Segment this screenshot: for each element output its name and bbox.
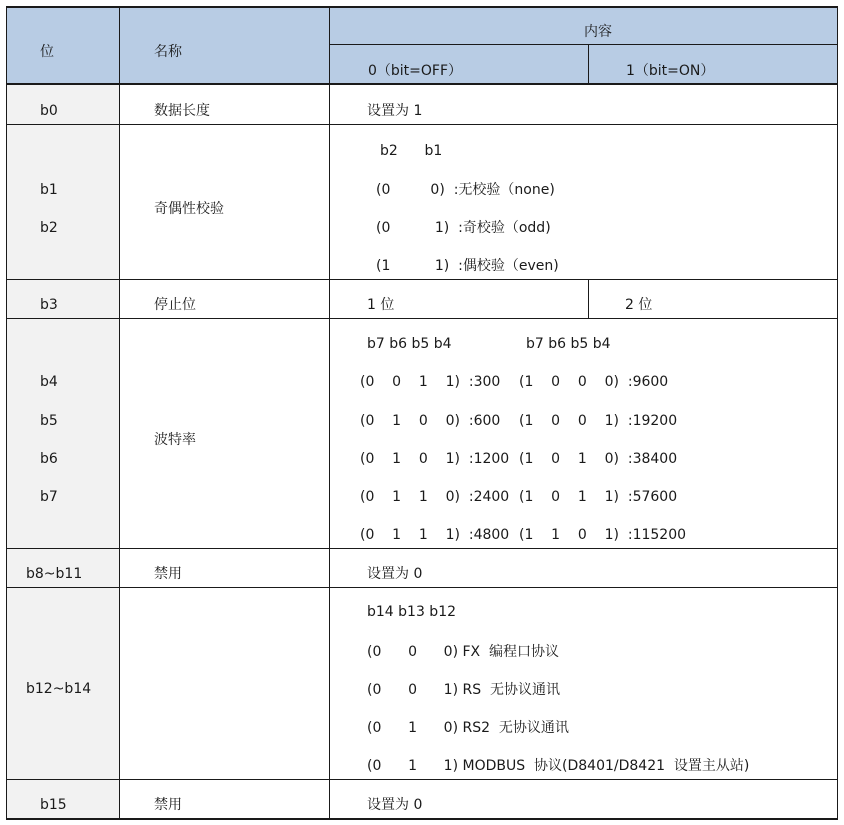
value-disabled-b8-b11: 设置为 0 bbox=[367, 566, 423, 582]
border-row-b0 bbox=[6, 124, 838, 125]
border-header-bottom bbox=[6, 83, 838, 85]
header-content: 内容 bbox=[584, 24, 612, 40]
bit-b7: b7 bbox=[40, 489, 58, 505]
baud-2400: (0 1 1 0) :2400 bbox=[360, 489, 510, 505]
value-data-length: 设置为 1 bbox=[367, 103, 423, 119]
border-row-baud bbox=[6, 548, 838, 549]
border-stop-mid bbox=[588, 279, 589, 319]
name-parity: 奇偶性校验 bbox=[154, 201, 224, 217]
baud-1200: (0 1 0 1) :1200 bbox=[360, 451, 510, 467]
bit-b12-b14: b12~b14 bbox=[26, 681, 92, 697]
baud-9600: (1 0 0 0) :9600 bbox=[519, 374, 669, 390]
header-on: 1（bit=ON） bbox=[626, 63, 715, 79]
baud-19200: (1 0 0 1) :19200 bbox=[519, 413, 678, 429]
protocol-header: b14 b13 b12 bbox=[367, 604, 457, 620]
protocol-rs: (0 0 1) RS 无协议通讯 bbox=[367, 682, 561, 698]
header-off: 0（bit=OFF） bbox=[368, 63, 463, 79]
parity-none: (0 0) :无校验（none) bbox=[376, 182, 555, 198]
bit-b3: b3 bbox=[40, 297, 58, 313]
border-col-2 bbox=[329, 6, 330, 820]
name-disabled-b15: 禁用 bbox=[154, 797, 182, 813]
baud-300: (0 0 1 1) :300 bbox=[360, 374, 501, 390]
value-disabled-b15: 设置为 0 bbox=[367, 797, 423, 813]
border-row-b12b14 bbox=[6, 779, 838, 780]
protocol-rs2: (0 1 0) RS2 无协议通讯 bbox=[367, 720, 569, 736]
header-bit: 位 bbox=[40, 44, 54, 60]
name-stop-bit: 停止位 bbox=[154, 297, 196, 313]
parity-odd: (0 1) :奇校验（odd) bbox=[376, 220, 551, 236]
bit-b8-b11: b8~b11 bbox=[26, 566, 83, 582]
border-outer-right bbox=[837, 6, 838, 820]
protocol-fx: (0 0 0) FX 编程口协议 bbox=[367, 644, 560, 660]
border-row-b8b11 bbox=[6, 587, 838, 588]
bit-b2: b2 bbox=[40, 220, 58, 236]
border-header-mid bbox=[588, 44, 589, 84]
bit-b0: b0 bbox=[40, 103, 58, 119]
border-outer-bottom bbox=[6, 818, 838, 820]
protocol-modbus: (0 1 1) MODBUS 协议(D8401/D8421 设置主从站) bbox=[367, 758, 750, 774]
baud-600: (0 1 0 0) :600 bbox=[360, 413, 501, 429]
header-name: 名称 bbox=[154, 44, 182, 60]
name-disabled-b8-b11: 禁用 bbox=[154, 566, 182, 582]
name-data-length: 数据长度 bbox=[154, 103, 210, 119]
stop-bit-on: 2 位 bbox=[625, 297, 653, 313]
bit-b4: b4 bbox=[40, 374, 58, 390]
baud-right-header: b7 b6 b5 b4 bbox=[526, 336, 611, 352]
baud-4800: (0 1 1 1) :4800 bbox=[360, 527, 510, 543]
border-row-b1b2 bbox=[6, 279, 838, 280]
bit-b5: b5 bbox=[40, 413, 58, 429]
baud-38400: (1 0 1 0) :38400 bbox=[519, 451, 678, 467]
border-header-sub bbox=[329, 44, 838, 45]
bit-definition-table bbox=[6, 6, 838, 820]
baud-left-header: b7 b6 b5 b4 bbox=[367, 336, 452, 352]
parity-even: (1 1) :偶校验（even) bbox=[376, 258, 559, 274]
bit-b6: b6 bbox=[40, 451, 58, 467]
bit-b15: b15 bbox=[40, 797, 67, 813]
border-row-b3 bbox=[6, 318, 838, 319]
name-baud-rate: 波特率 bbox=[154, 432, 196, 448]
baud-57600: (1 0 1 1) :57600 bbox=[519, 489, 678, 505]
stop-bit-off: 1 位 bbox=[367, 297, 395, 313]
baud-115200: (1 1 0 1) :115200 bbox=[519, 527, 687, 543]
bit-column-background bbox=[6, 84, 119, 820]
border-outer-top bbox=[6, 6, 838, 8]
parity-header: b2 b1 bbox=[380, 143, 443, 159]
border-col-1 bbox=[119, 6, 120, 820]
border-outer-left bbox=[6, 6, 7, 820]
bit-b1: b1 bbox=[40, 182, 58, 198]
